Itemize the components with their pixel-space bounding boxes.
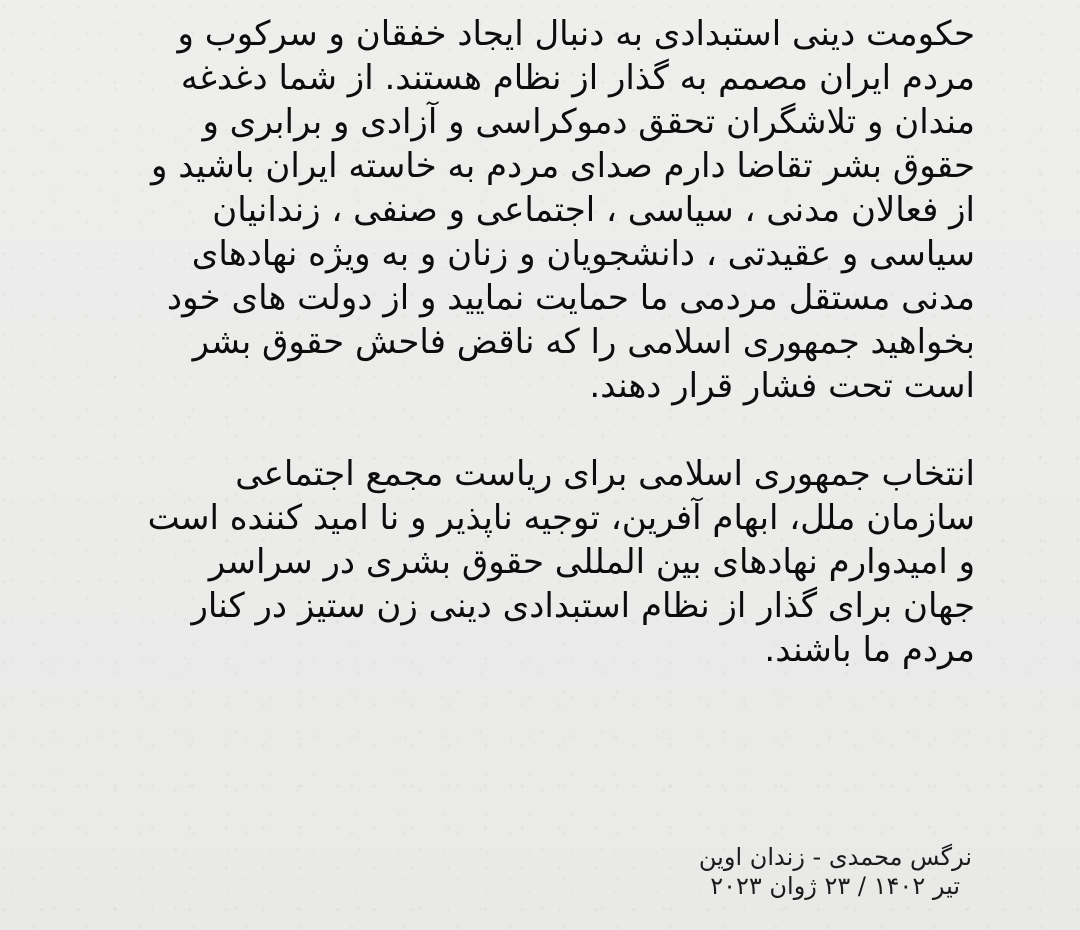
signature-block	[612, 843, 972, 901]
letter-paragraph: حکومت دینی استبدادی به دنبال ایجاد خفقان و سرکوب و مردم ایران مصمم به گذار از نظام هستند. از شما دغدغه مندان و تلاشگران تحقق دموکراسی و آزادی و برابری و حقوق بشر تقاضا دارم صدای مردم به خاسته ایران باشید و از فعالان مدنی ، سیاسی ، اجتماعی و صنفی ، زندانیان سیاسی و عقیدتی ، دانشجویان و زنان و به ویژه نهادهای مدنی مستقل مردمی ما حمایت نمایید و از دولت های خود بخواهید جمهوری اسلامی را که ناقض فاحش حقوق بشر است تحت فشار قرار دهند.	[150, 14, 975, 406]
letter-body	[135, 12, 975, 672]
letter-paragraph: انتخاب جمهوری اسلامی برای ریاست مجمع اجتماعی سازمان ملل، ابهام آفرین، توجیه ناپذیر و نا امید کننده است و امیدوارم نهادهای بین المللی حقوق بشری در سراسر جهان برای گذار از نظام استبدادی دینی زن ستیز در کنار مردم ما باشند.	[147, 454, 975, 670]
date-line: تیر ۱۴۰۲ / ۲۳ ژوان ۲۰۲۳	[710, 872, 960, 900]
author-location: نرگس محمدی - زندان اوین	[698, 843, 972, 871]
